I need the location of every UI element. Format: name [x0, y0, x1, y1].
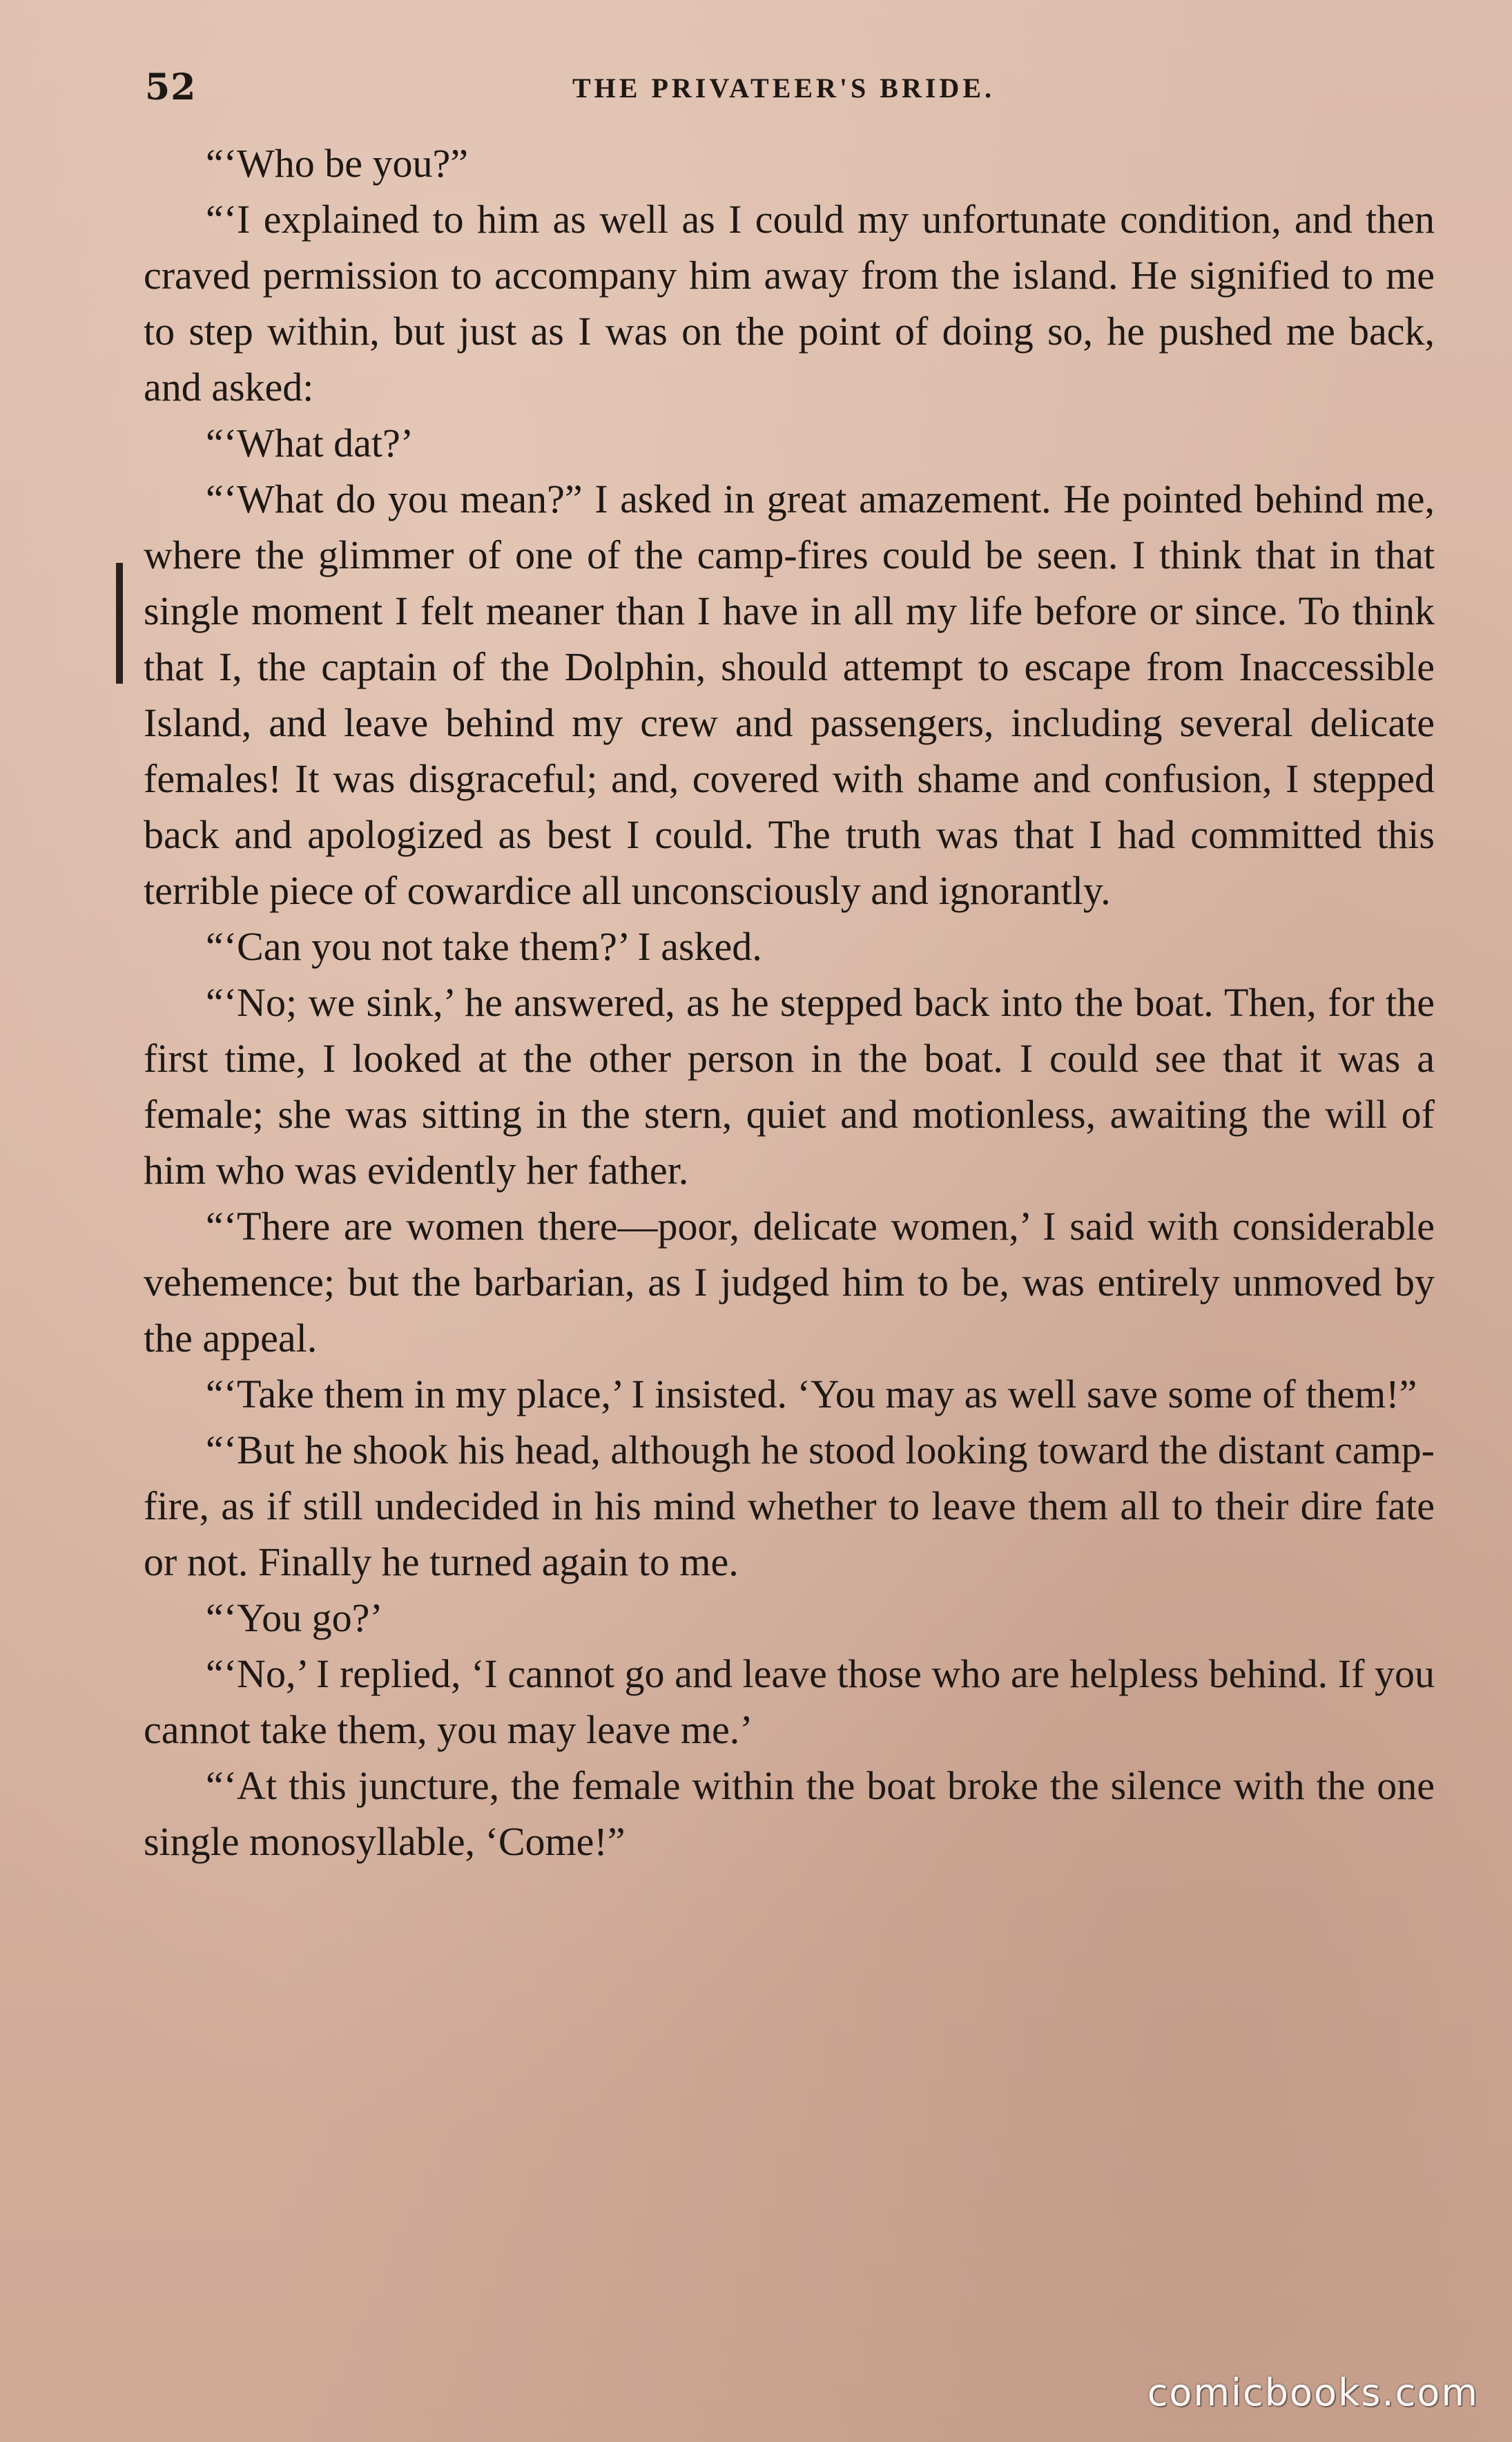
paragraph: “‘But he shook his head, although he stood looking toward the distant camp-fire, as if still undecided in his mind whether to leave them all to their dire fate or not. Finally he turned again to me.: [144, 1427, 1435, 1584]
paragraph: “‘I explained to him as well as I could my unfortunate condition, and then craved permission to accompany him away from the island. He signified to me to step within, but just as I was on the point of doing so, he pushed me back, and asked:: [144, 197, 1435, 410]
paragraph: “‘Who be you?”: [206, 141, 469, 186]
paragraph: “‘At this juncture, the female within the boat broke the silence with the one single monosyllable, ‘Come!”: [144, 1763, 1435, 1864]
paragraph: “‘What dat?’: [206, 421, 414, 465]
running-title: THE PRIVATEER'S BRIDE.: [572, 73, 995, 104]
paragraph: “‘What do you mean?” I asked in great amazement. He pointed behind me, where the glimmer of one of the camp-fires could be seen. I think that in that single moment I felt meaner than I have in all my life before or since. To think that I, the captain of the Dolphin, should attempt to escape from Inaccessible Island, and leave behind my crew and passengers, including several delicate females! It was disgraceful; and, covered with shame and confusion, I stepped back and apologized as best I could. The truth was that I had committed this terrible piece of cowardice all unconsciously and ignorantly.: [144, 477, 1435, 913]
paragraph: “‘There are women there—poor, delicate women,’ I said with considerable vehemence; but the barbarian, as I judged him to be, was entirely unmoved by the appeal.: [144, 1204, 1435, 1361]
paragraph: “‘You go?’: [206, 1595, 383, 1640]
watermark: comicbooks.com: [1147, 2371, 1479, 2414]
paragraph: “‘No; we sink,’ he answered, as he stepped back into the boat. Then, for the first time, I looked at the other person in the boat. I could see that it was a female; she was sitting in the stern, quiet and motionless, awaiting the will of him who was evidently her father.: [144, 980, 1435, 1193]
paragraph: “‘Take them in my place,’ I insisted. ‘You may as well save some of them!”: [206, 1372, 1417, 1416]
page-number: 52: [145, 66, 197, 108]
paragraph: “‘No,’ I replied, ‘I cannot go and leave those who are helpless behind. If you cannot take them, you may leave me.’: [144, 1651, 1435, 1752]
paragraph: “‘Can you not take them?’ I asked.: [206, 924, 762, 969]
margin-mark: [116, 563, 123, 684]
page-header: [145, 66, 1422, 115]
body-text: [144, 135, 1435, 1869]
